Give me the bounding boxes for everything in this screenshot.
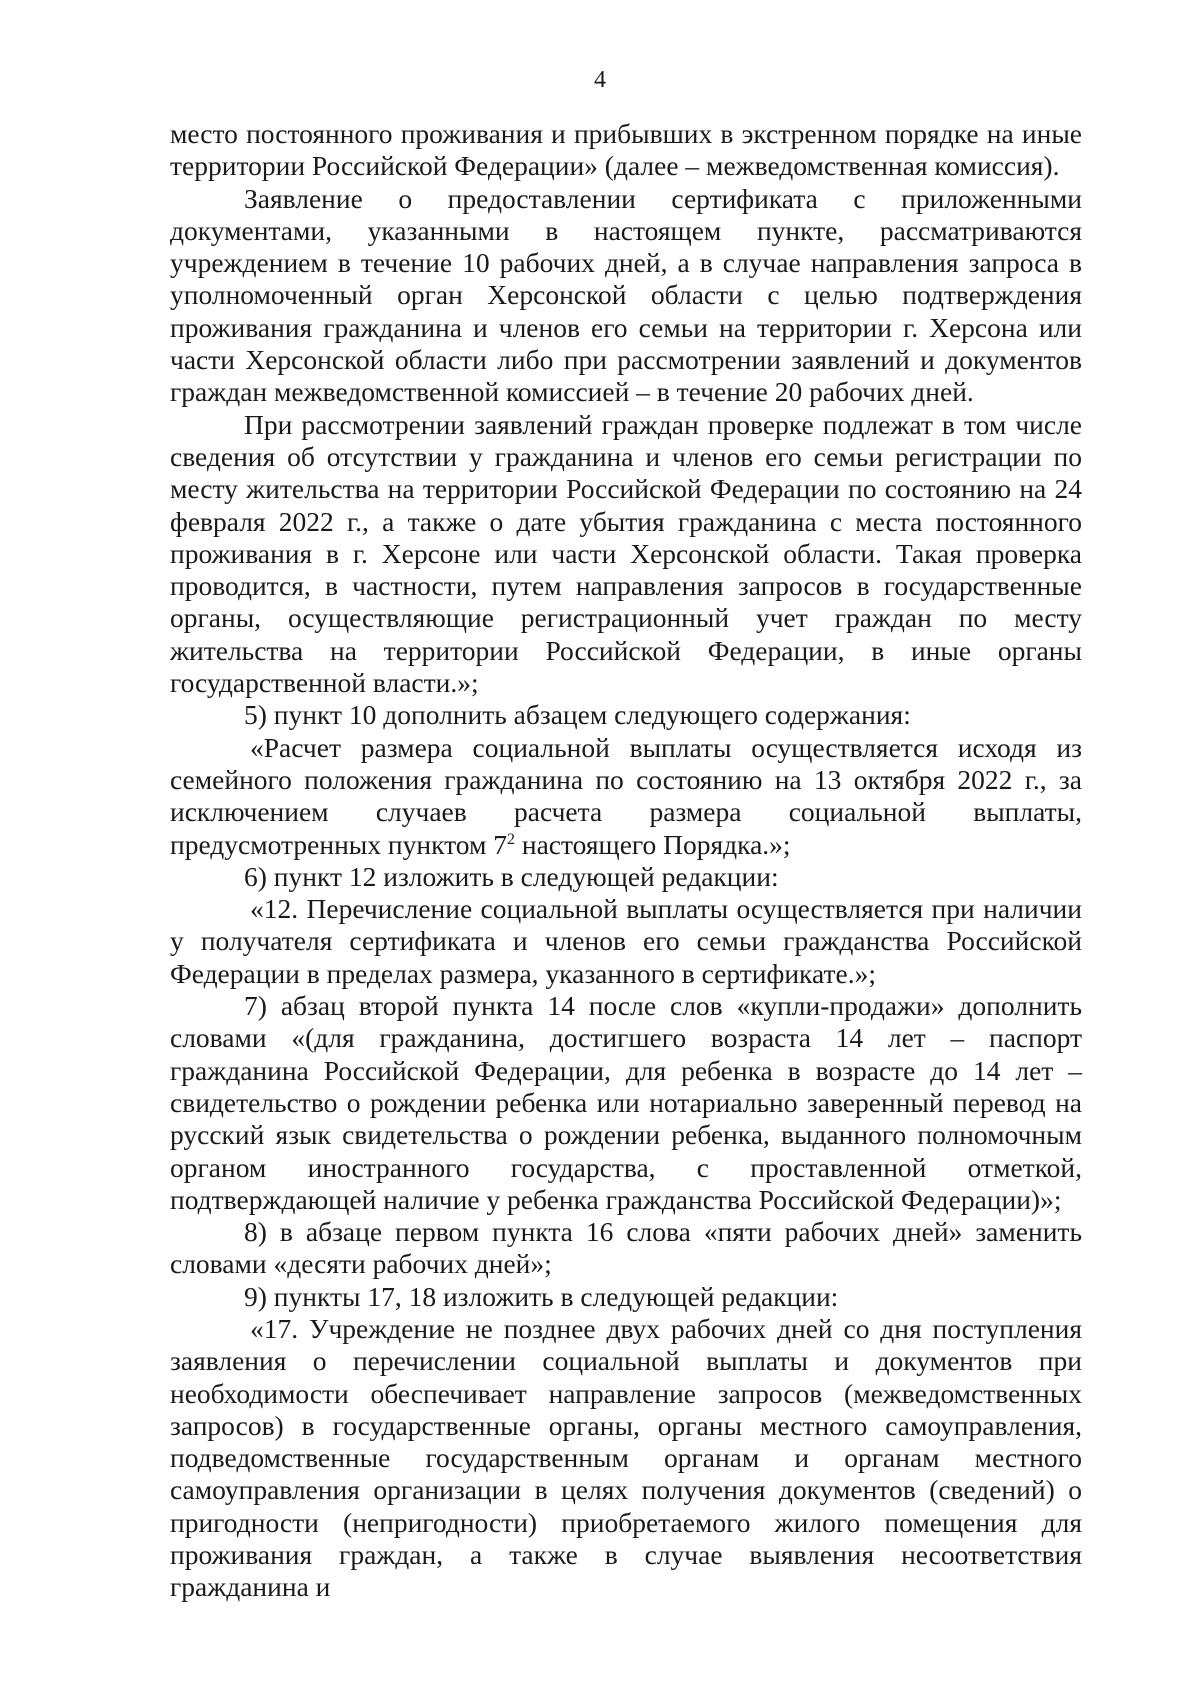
paragraph-continuation: место постоянного проживания и прибывших в экстренном порядке на иные территории Российской Федерации» (далее – межведомственная комиссия). [170,118,1082,182]
paragraph-item-7: 7) абзац второй пункта 14 после слов «купли-продажи» дополнить словами «(для гражданина, достигшего возраста 14 лет – паспорт гражданина Российской Федерации, для ребенка в возрасте до 14 лет – свидетельство о рождении ребенка или нотариально заверенный перевод на русский язык свидетельства о рождении ребенка, выданного полномочным органом иностранного государства, с проставленной отметкой, подтверждающей наличие у ребенка гражданства Российской Федерации)»; [170,990,1082,1215]
page-number: 4 [594,67,606,93]
superscript-note: 2 [506,830,515,848]
paragraph-section-12: «12. Перечисление социальной выплаты осуществляется при наличии у получателя сертификата и членов его семьи гражданства Российской Федерации в пределах размера, указанного в сертификате.»; [170,893,1082,989]
document-body [170,118,1082,1604]
paragraph-application-review: Заявление о предоставлении сертификата с приложенными документами, указанными в настоящем пункте, рассматриваются учреждением в течение 10 рабочих дней, а в случае направления запроса в уполномоченный орган Херсонской области с целью подтверждения проживания гражданина и членов его семьи на территории г. Херсона или части Херсонской области либо при рассмотрении заявлений и документов граждан межведомственной комиссией – в течение 20 рабочих дней. [170,182,1082,408]
paragraph-payment-calculation [170,732,1082,861]
payment-calculation-tail: настоящего Порядка.»; [514,828,791,860]
paragraph-item-5: 5) пункт 10 дополнить абзацем следующего содержания: [244,699,911,731]
paragraph-section-17: «17. Учреждение не позднее двух рабочих дней со дня поступления заявления о перечислении социальной выплаты и документов при необходимости обеспечивает направление запросов (межведомственных запросов) в государственные органы, органы местного самоуправления, подведомственные государственным органам и органам местного самоуправления организации в целях получения документов (сведений) о пригодности (непригодности) приобретаемого жилого помещения для проживания граждан, а также в случае выявления несоответствия гражданина и [170,1312,1082,1603]
paragraph-item-9: 9) пункты 17, 18 изложить в следующей редакции: [244,1280,839,1312]
paragraph-item-6: 6) пункт 12 изложить в следующей редакции: [244,860,779,892]
payment-calculation-text: «Расчет размера социальной выплаты осуществляется исходя из семейного положения гражданина по состоянию на 13 октября 2022 г., за исключением случаев расчета размера социальной выплаты, предусмотренных пунктом 7 [170,731,1082,860]
paragraph-item-8: 8) в абзаце первом пункта 16 слова «пяти рабочих дней» заменить словами «десяти рабочих дней»; [170,1216,1082,1280]
paragraph-verification: При рассмотрении заявлений граждан проверке подлежат в том числе сведения об отсутствии у гражданина и членов его семьи регистрации по месту жительства на территории Российской Федерации по состоянию на 24 февраля 2022 г., а также о дате убытия гражданина с места постоянного проживания в г. Херсоне или части Херсонской области. Такая проверка проводится, в частности, путем направления запросов в государственные органы, осуществляющие регистрационный учет граждан по месту жительства на территории Российской Федерации, в иные органы государственной власти.»; [170,408,1082,699]
